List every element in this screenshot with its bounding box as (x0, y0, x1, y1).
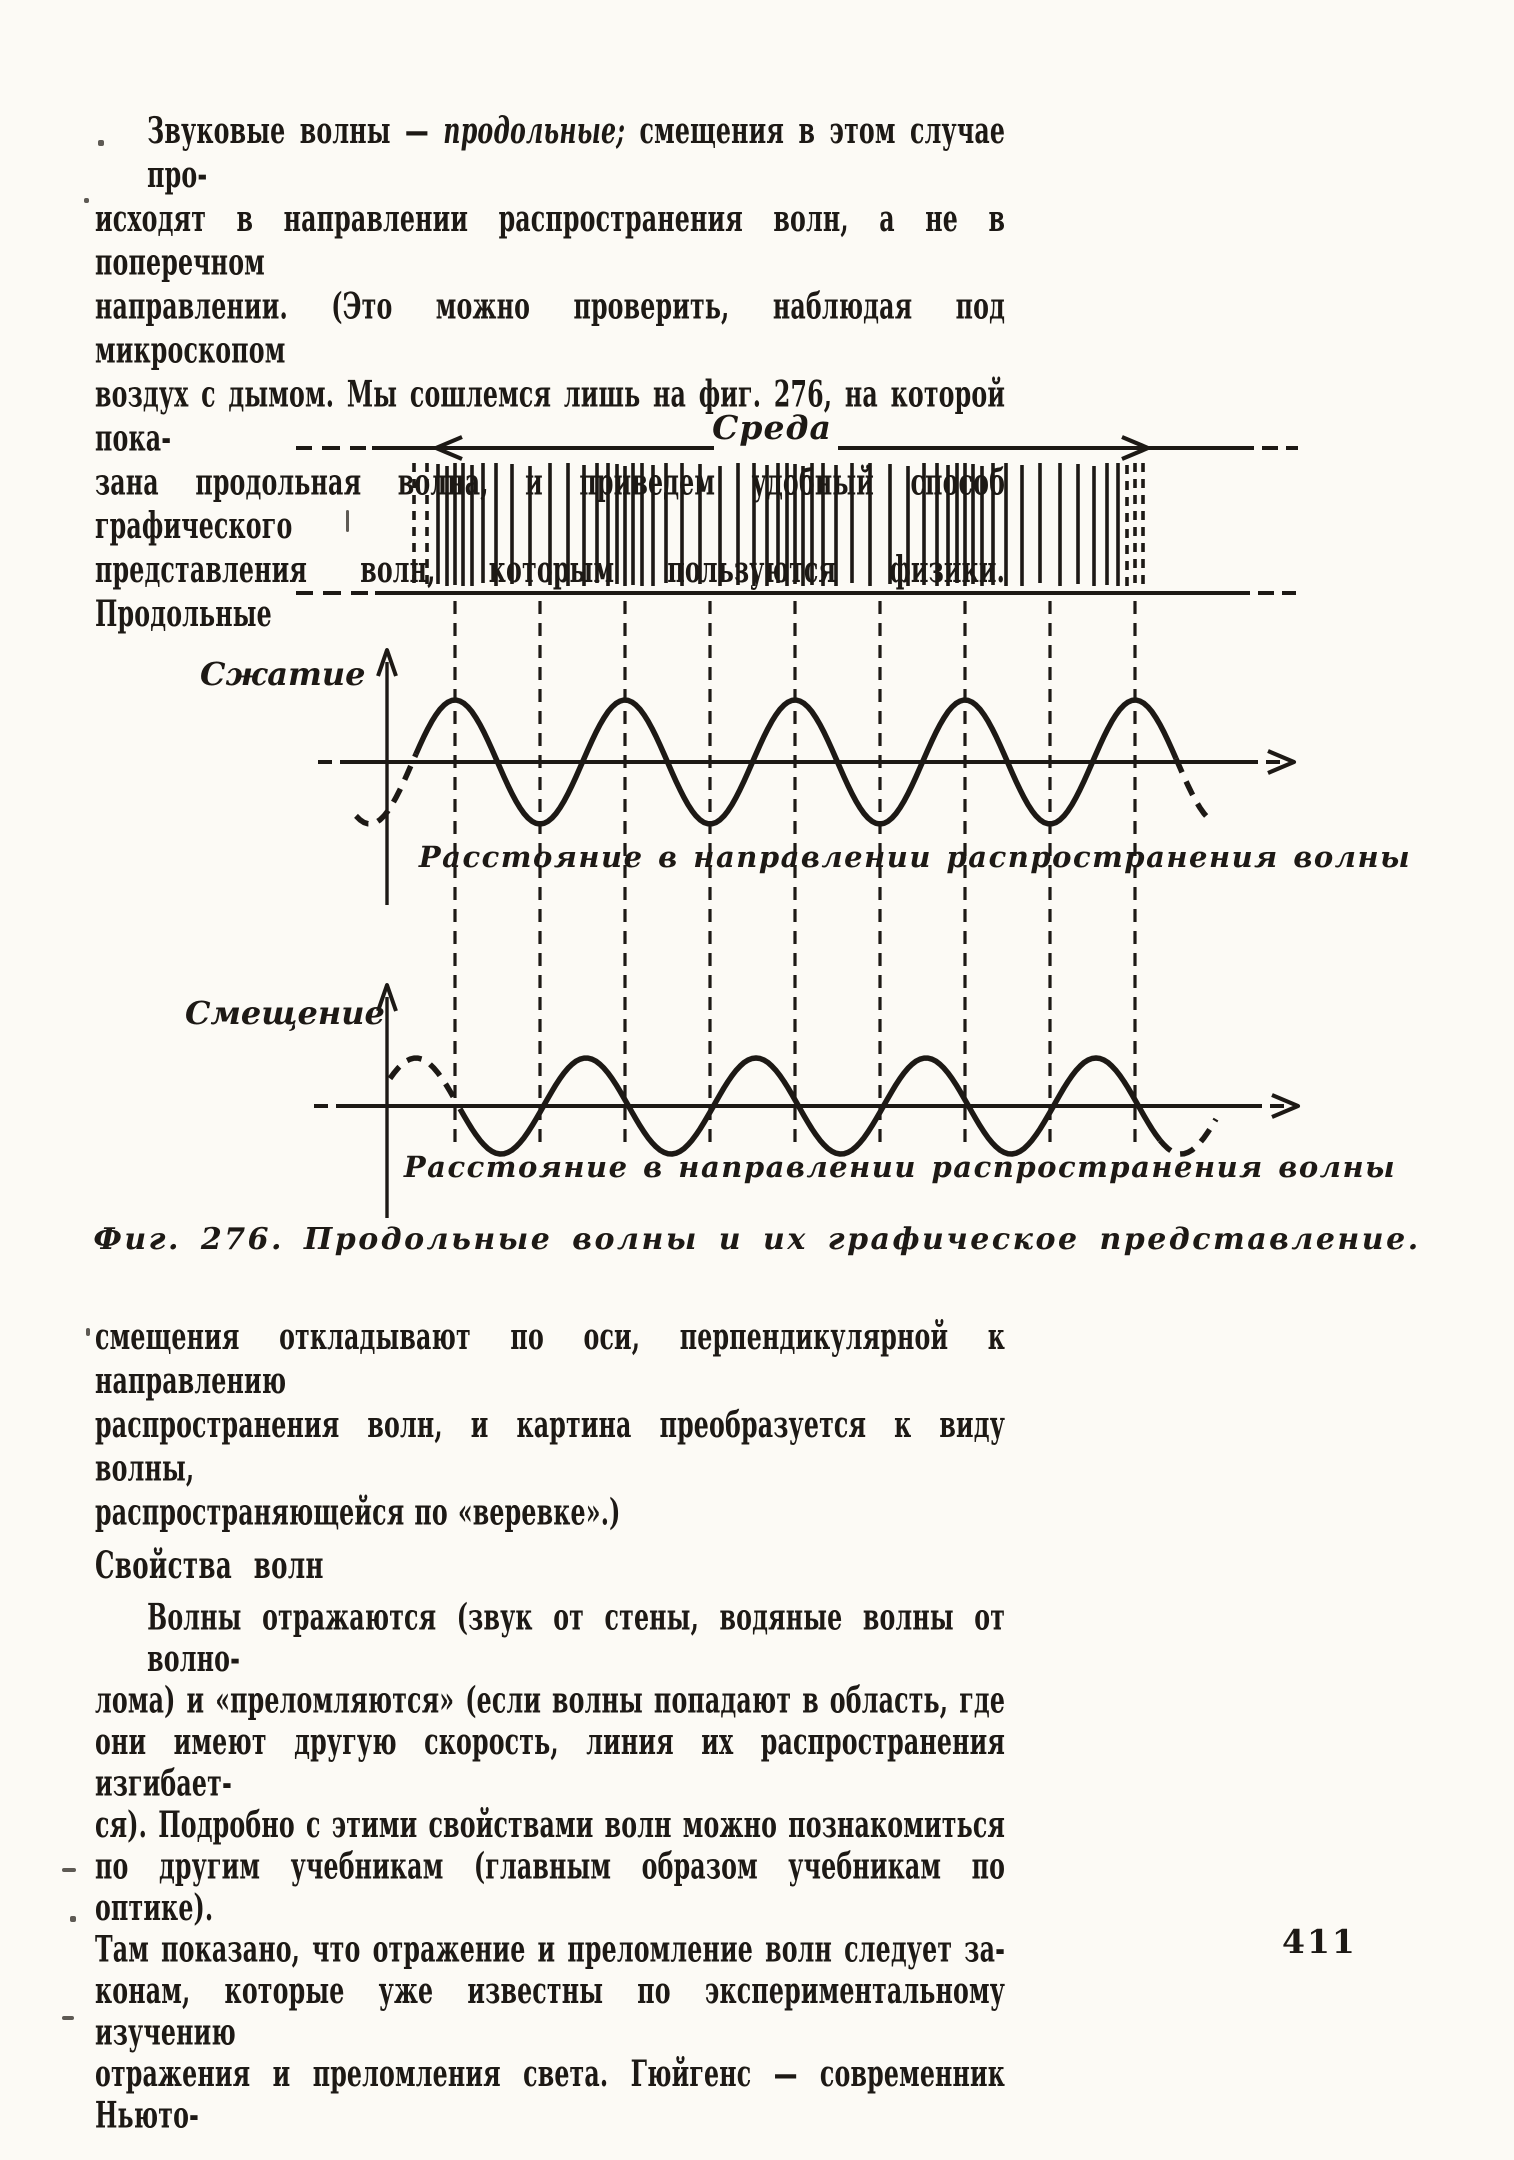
text-line: смещения откладывают по оси, перпендикулярной к направлению (95, 1316, 1006, 1403)
figure-y-label-compression: Сжатие (200, 655, 366, 693)
text-line: отражения и преломления света. Гюйгенс — современник Ньюто- (95, 2053, 1006, 2138)
text-line: конам, которые уже известны по экспериментальному изучению (95, 1970, 1006, 2055)
text-run-italic: продольные; (443, 110, 626, 153)
figure-y-label-displacement: Смещение (185, 994, 385, 1032)
text-line: воздух с дымом. Мы сошлемся лишь на фиг. 276, на которой пока- (95, 373, 1006, 461)
text-line: исходят в направлении распространения волн, а не в поперечном (95, 197, 1006, 285)
text-line: Там показано, что отражение и преломление волн следует за- (95, 1928, 1006, 1972)
figure-x-label-1: Расстояние в направлении распространения волны (418, 840, 1412, 874)
scan-artifact (62, 2016, 74, 2020)
text-line: представления волн, которым пользуются физики. Продольные (95, 549, 1006, 636)
paragraph-sound-waves (95, 110, 1005, 637)
scan-artifact (98, 140, 104, 146)
text-line: по другим учебникам (главным образом учебникам по оптике). (95, 1845, 1006, 1930)
figure-x-label-2: Расстояние в направлении распространения волны (403, 1150, 1397, 1184)
figure-medium-label: Среда (712, 408, 832, 447)
text-run: Звуковые волны — (147, 110, 444, 153)
text-line: ся). Подробно с этими свойствами волн можно познакомиться (95, 1804, 1006, 1847)
scan-artifact (62, 1868, 76, 1872)
section-heading-wave-properties: Свойства волн (95, 1544, 324, 1588)
paragraph-displacement-axis (95, 1316, 1005, 1536)
text-line: зана продольная волна, и приведем удобный способ графического (95, 461, 1006, 548)
text-line: распространяющейся по «веревке».) (95, 1491, 621, 1535)
page-number: 411 (1282, 1922, 1357, 1961)
text-line: направлении. (Это можно проверить, наблюдая под микроскопом (95, 285, 1006, 373)
text-line: распространения волн, и картина преобразуется к виду волны, (95, 1403, 1006, 1491)
scan-artifact (86, 1328, 90, 1336)
text-line: Волны отражаются (звук от стены, водяные волны от волно- (147, 1596, 1006, 1681)
scan-artifact (84, 198, 89, 203)
text-run: смещения в этом случае про- (147, 110, 1006, 197)
text-line: лома) и «преломляются» (если волны попадают в область, где (95, 1679, 1006, 1723)
scan-artifact (70, 1916, 76, 1922)
paragraph-wave-properties (95, 1598, 1005, 2137)
scan-artifact (346, 510, 349, 532)
figure-caption: Фиг. 276. Продольные волны и их графическое представление. (93, 1222, 1421, 1257)
text-line: они имеют другую скорость, линия их распространения изгибает- (95, 1721, 1006, 1806)
text-line (95, 110, 1005, 198)
